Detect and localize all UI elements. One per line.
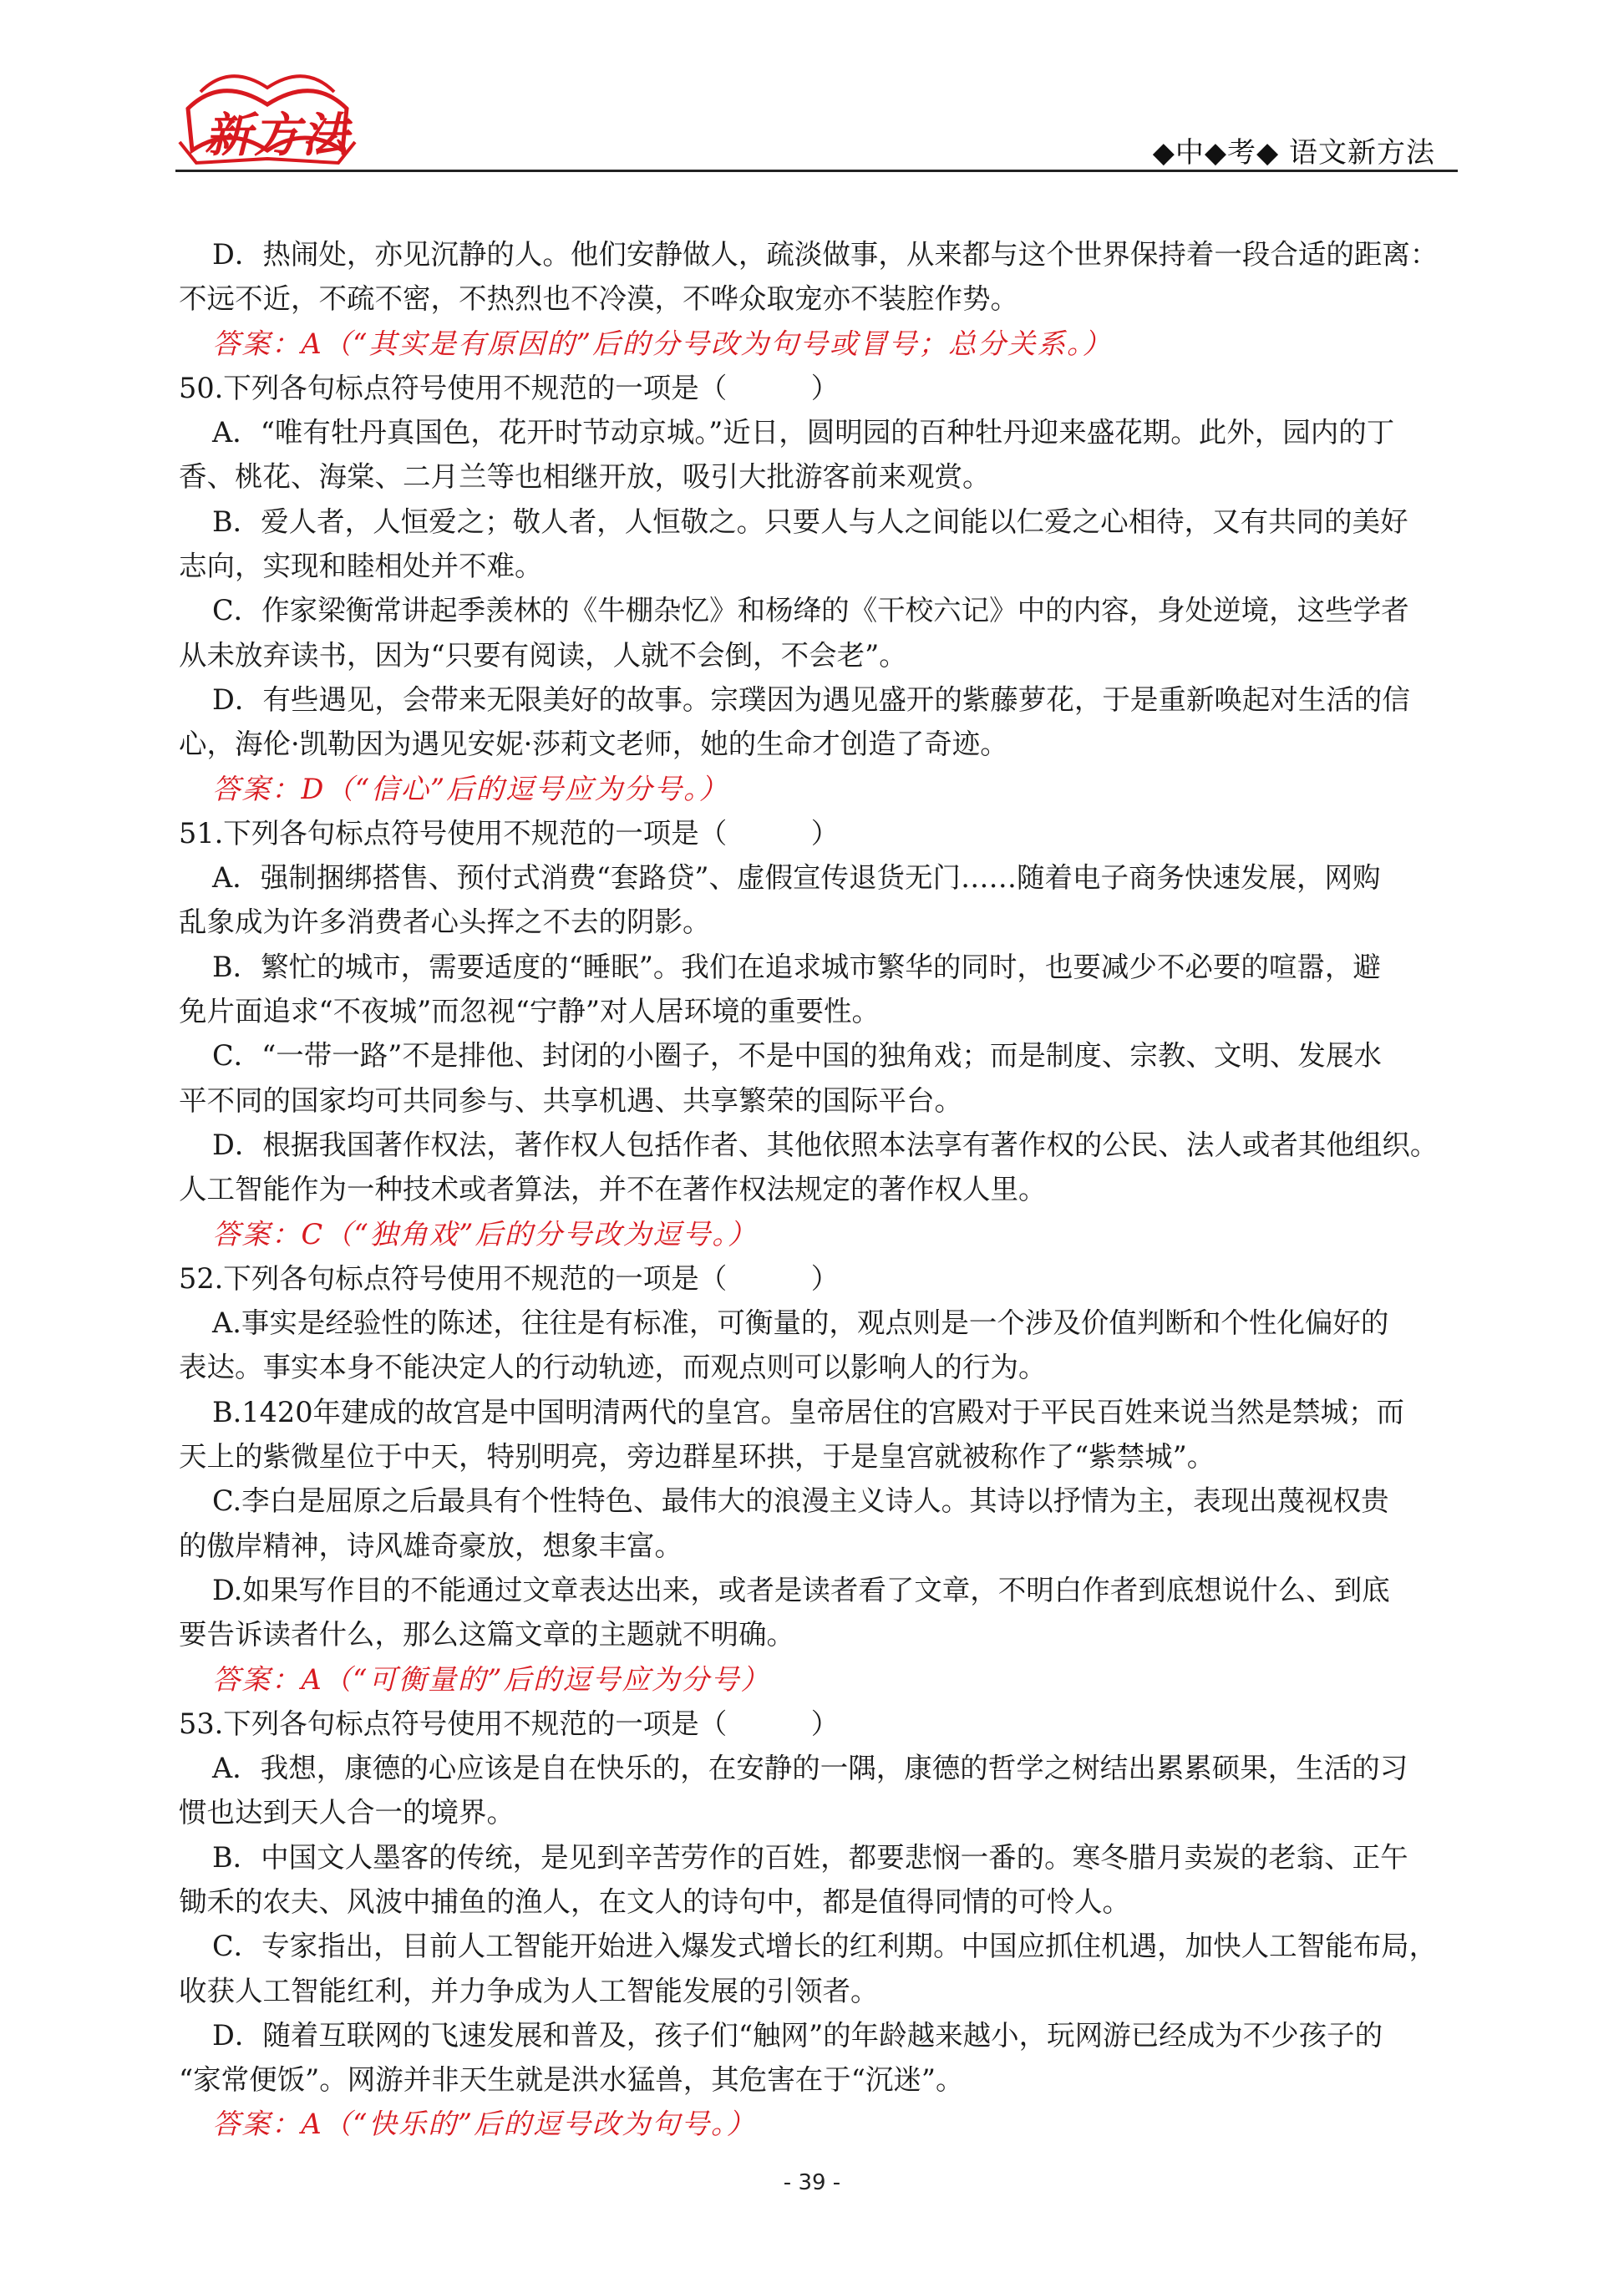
option-continuation-line: 天上的紫微星位于中天，特别明亮，旁边群星环拱，于是皇宫就被称作了“紫禁城”。: [179, 1440, 1215, 1474]
option-continuation-line: 要告诉读者什么，那么这篇文章的主题就不明确。: [179, 1618, 794, 1651]
option-line: B．中国文人墨客的传统，是见到辛苦劳作的百姓，都要悲悯一番的。寒冬腊月卖炭的老翁、正午: [212, 1840, 1408, 1874]
option-continuation-line: 收获人工智能红利，并力争成为人工智能发展的引领者。: [179, 1974, 879, 2007]
option-line: D.如果写作目的不能通过文章表达出来，或者是读者看了文章，不明白作者到底想说什么、到底: [212, 1573, 1390, 1606]
option-continuation-line: 表达。事实本身不能决定人的行动轨迹，而观点则可以影响人的行为。: [179, 1351, 1047, 1384]
option-line: C．作家梁衡常讲起季羡林的《牛棚杂忆》和杨绛的《干校六记》中的内容，身处逆境，这些学者: [212, 594, 1409, 627]
option-line: A．强制捆绑搭售、预付式消费“套路贷”、虚假宣传退货无门……随着电子商务快速发展，网购: [212, 861, 1381, 895]
option-line: C.李白是屈原之后最具有个性特色、最伟大的浪漫主义诗人。其诗以抒情为主，表现出蔑视权贵: [212, 1484, 1389, 1518]
option-line: A．我想，康德的心应该是自在快乐的，在安静的一隅，康德的哲学之树结出累累硕果，生活的习: [212, 1752, 1408, 1785]
option-continuation-line: 乱象成为许多消费者心头挥之不去的阴影。: [179, 906, 711, 939]
option-line: B.1420年建成的故宫是中国明清两代的皇宫。皇帝居住的宫殿对于平民百姓来说当然是禁城；而: [212, 1395, 1405, 1428]
answer-line: 答案：C（“独角戏”后的分号改为逗号。）: [212, 1217, 758, 1251]
header-divider: [175, 170, 1458, 172]
option-line: C．“一带一路”不是排他、封闭的小圈子，不是中国的独角戏；而是制度、宗教、文明、发展水: [212, 1039, 1382, 1073]
answer-line: 答案：A（“其实是有原因的”后的分号改为句号或冒号；总分关系。）: [212, 327, 1113, 360]
answer-line: 答案：A（“可衡量的”后的逗号应为分号）: [212, 1662, 770, 1696]
option-line: D．根据我国著作权法，著作权人包括作者、其他依照本法享有著作权的公民、法人或者其他组织。: [212, 1128, 1439, 1161]
option-line: D．热闹处，亦见沉静的人。他们安静做人，疏淡做事，从来都与这个世界保持着一段合适的距离：: [212, 238, 1439, 271]
page-header: [0, 0, 1624, 180]
option-continuation-line: 志向，实现和睦相处并不难。: [179, 550, 543, 583]
option-line: D．随着互联网的飞速发展和普及，孩子们“触网”的年龄越来越小，玩网游已经成为不少孩子的: [212, 2018, 1383, 2052]
option-line: C．专家指出，目前人工智能开始进入爆发式增长的红利期。中国应抓住机遇，加快人工智能布局，: [212, 1930, 1438, 1963]
question-content: [179, 232, 1457, 2147]
option-continuation-line: 人工智能作为一种技术或者算法，并不在著作权法规定的著作权人里。: [179, 1173, 1047, 1206]
option-line: B．繁忙的城市，需要适度的“睡眠”。我们在追求城市繁华的同时，也要减少不必要的喧嚣，避: [212, 950, 1381, 983]
option-line: A．“唯有牡丹真国色，花开时节动京城。”近日，圆明园的百种牡丹迎来盛花期。此外，园内的丁: [212, 416, 1395, 449]
option-continuation-line: 从未放弃读书，因为“只要有阅读，人就不会倒，不会老”。: [179, 638, 907, 672]
answer-line: 答案：D（“信心”后的逗号应为分号。）: [212, 772, 729, 805]
header-series-title: ◆中◆考◆ 语文新方法: [1152, 136, 1435, 170]
option-continuation-line: 香、桃花、海棠、二月兰等也相继开放，吸引大批游客前来观赏。: [179, 460, 991, 494]
option-line: B．爱人者，人恒爱之；敬人者，人恒敬之。只要人与人之间能以仁爱之心相待，又有共同的美好: [212, 505, 1408, 538]
page-number: - 39 -: [783, 2170, 841, 2195]
option-continuation-line: 免片面追求“不夜城”而忽视“宁静”对人居环境的重要性。: [179, 995, 881, 1028]
option-line: A.事实是经验性的陈述，往往是有标准，可衡量的，观点则是一个涉及价值判断和个性化偏好的: [212, 1306, 1389, 1340]
option-continuation-line: 锄禾的农夫、风波中捕鱼的渔人，在文人的诗句中，都是值得同情的可怜人。: [179, 1885, 1130, 1918]
option-continuation-line: 的傲岸精神，诗风雄奇豪放，想象丰富。: [179, 1529, 683, 1562]
question-stem: 51.下列各句标点符号使用不规范的一项是（ ）: [179, 816, 840, 850]
option-continuation-line: 不远不近，不疏不密，不热烈也不冷漠，不哗众取宠亦不装腔作势。: [179, 282, 1018, 316]
option-continuation-line: 平不同的国家均可共同参与、共享机遇、共享繁荣的国际平台。: [179, 1083, 962, 1117]
option-line: D．有些遇见，会带来无限美好的故事。宗璞因为遇见盛开的紫藤萝花，于是重新唤起对生活的信: [212, 682, 1410, 716]
question-stem: 53.下列各句标点符号使用不规范的一项是（ ）: [179, 1707, 840, 1740]
logo: [171, 58, 363, 175]
option-continuation-line: “家常便饭”。网游并非天生就是洪水猛兽，其危害在于“沉迷”。: [179, 2063, 964, 2097]
question-stem: 50.下列各句标点符号使用不规范的一项是（ ）: [179, 371, 840, 404]
option-continuation-line: 惯也达到天人合一的境界。: [179, 1796, 515, 1829]
question-stem: 52.下列各句标点符号使用不规范的一项是（ ）: [179, 1261, 840, 1295]
logo-text: 新方法: [205, 108, 350, 163]
answer-line: 答案：A（“快乐的”后的逗号改为句号。）: [212, 2108, 757, 2141]
option-continuation-line: 心，海伦·凯勒因为遇见安妮·莎莉文老师，她的生命才创造了奇迹。: [179, 728, 1008, 761]
